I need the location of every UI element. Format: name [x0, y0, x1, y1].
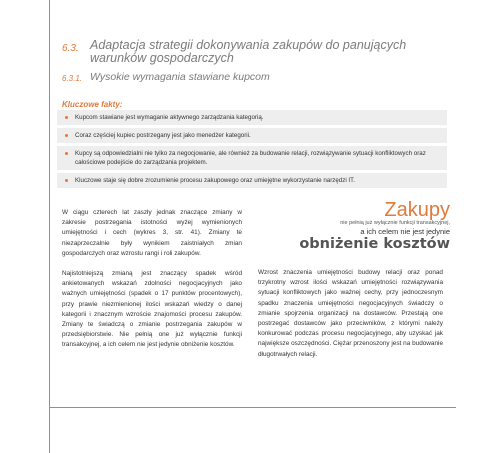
section-number: 6.3. [62, 43, 79, 54]
pull-quote [250, 200, 450, 252]
bullet-icon [65, 179, 68, 182]
pull-quote-line-2: a ich celem nie jest jedynie [360, 227, 450, 236]
key-fact-item [57, 146, 447, 170]
key-fact-item [57, 128, 447, 143]
pull-quote-headline: Zakupy [384, 199, 450, 221]
left-margin-rule [49, 0, 50, 453]
key-facts-list [57, 110, 447, 191]
left-column [62, 208, 242, 361]
bullet-icon [65, 134, 68, 137]
bottom-rule [49, 407, 456, 408]
subsection-title: Wysokie wymagania stawiane kupcom [90, 71, 270, 83]
key-facts-label: Kluczowe fakty: [62, 100, 123, 109]
section-title: Adaptacja strategii dokonywania zakupów do panujących warunków gospodarczych [90, 38, 407, 65]
key-fact-item [57, 173, 447, 188]
pull-quote-emphasis: obniżenie kosztów [299, 236, 450, 252]
key-fact-text: Coraz częściej kupiec postrzegany jest jako menedżer kategorii. [75, 132, 251, 139]
key-fact-text: Kupcy są odpowiedzialni nie tylko za negocjowanie, ale również za budowanie relacji, rozwiązywanie sytuacji konfliktowych oraz całościowe podejście do zarządzania projektem. [75, 150, 426, 166]
paragraph: Wzrost znaczenia umiejętności budowy relacji oraz ponad trzykrotny wzrost ilości wskazań umiejętności rozwiązywania sytuacji konfliktowych jako ważnej cechy, przy jednoczesnym spadku znaczenia umiejętności negocjacyjnych świadczy o zmianie spojrzenia organizacji na dostawców. Przestają one postrzegać dostawców jako przeciwników, z którymi należy konkurować podczas procesu negocjacyjnego, aby uzyskać jak największe oszczędności. Ciężar przenoszony jest na budowanie długotrwałych relacji. [258, 269, 443, 358]
key-fact-item [57, 110, 447, 125]
subsection-number: 6.3.1. [62, 74, 83, 83]
right-column [258, 268, 443, 370]
key-fact-text: Kupcom stawiane jest wymaganie aktywnego zarządzania kategorią. [75, 114, 264, 121]
paragraph: Najistotniejszą zmianą jest znaczący spadek wśród ankietowanych wskazań zdolności negocjacyjnych jako ważnych umiejętności (spadek o 17 punktów procentowych), przy prawie niezmienionej ilości wskazań wiedzy o danej kategorii i znacznym wzroście znajomości procesu zakupów. Zmiany te świadczą o zmianie postrzegania zakupów w przedsiębiorstwie. Nie pełnią one już wyłącznie funkcji transakcyjnej, a ich celem nie jest jedynie obniżenie kosztów. [62, 270, 242, 349]
pull-quote-line-1: nie pełnią już wyłącznie funkcji transakcyjnej, [340, 220, 450, 226]
paragraph: W ciągu czterech lat zaszły jednak znaczące zmiany w zakresie postrzegania istotności wyżej wymienionych umiejętności i cech (wykres 3, str. 41). Zmiany te niezaprzeczalnie były wynikiem zaistniałych zmian gospodarczych oraz wzrostu rangi i roli zakupów. [62, 209, 242, 257]
bullet-icon [65, 152, 68, 155]
key-fact-text: Kluczowe staje się dobre zrozumienie procesu zakupowego oraz umiejętne wykorzystanie narzędzi IT. [75, 177, 355, 184]
bullet-icon [65, 116, 68, 119]
